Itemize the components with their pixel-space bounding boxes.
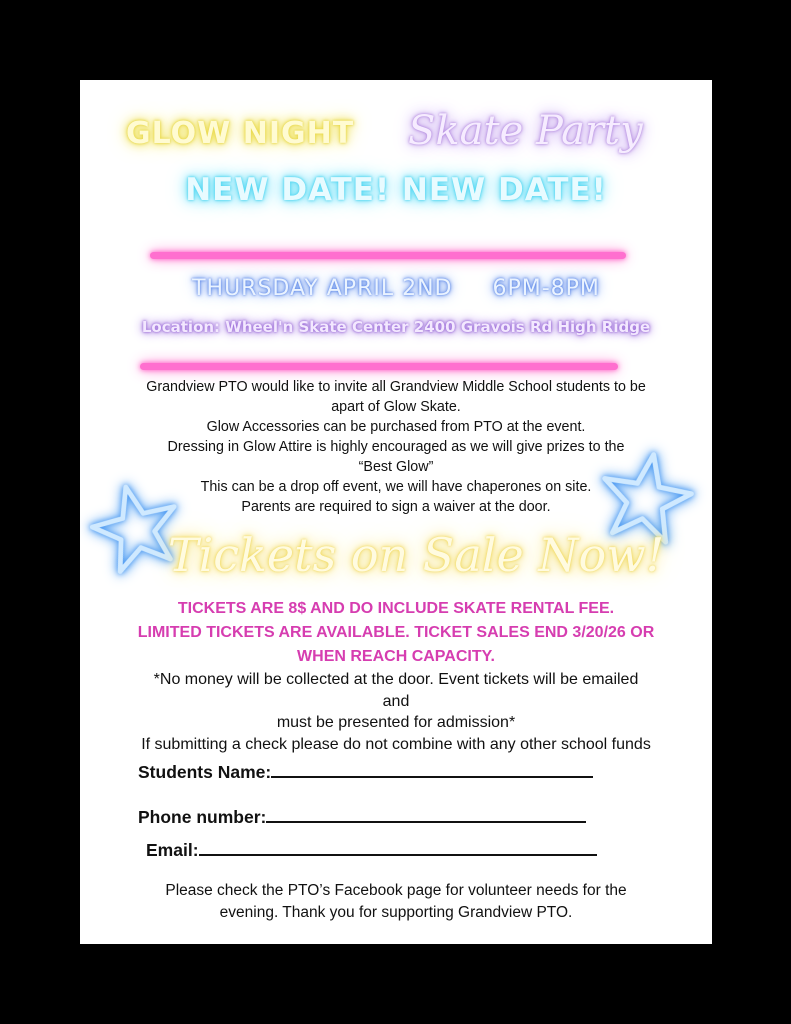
title [80, 108, 712, 168]
email-field[interactable] [146, 838, 597, 861]
intro-line: Glow Accessories can be purchased from PTO at the event. [206, 419, 586, 435]
phone-number-field[interactable] [138, 805, 586, 828]
intro-line: Parents are required to sign a waiver at the door. [241, 499, 551, 515]
intro-line: Grandview PTO would like to invite all Grandview Middle School students to be [146, 379, 646, 395]
phone-number-blank[interactable] [266, 805, 586, 823]
email-blank[interactable] [199, 838, 597, 856]
intro-line: apart of Glow Skate. [331, 399, 461, 415]
payment-notice [80, 669, 712, 755]
neon-divider-bottom [140, 363, 618, 370]
phone-number-label: Phone number: [138, 807, 267, 827]
notice-line: must be presented for admission* [276, 714, 516, 731]
intro-line: Dressing in Glow Attire is highly encouraged as we will give prizes to the [167, 439, 625, 455]
notice-line: and [382, 692, 410, 710]
student-name-blank[interactable] [271, 760, 593, 778]
event-location: Location: Wheel'n Skate Center 2400 Gravois Rd High Ridge [141, 318, 651, 336]
title-glow-night: GLOW NIGHT [126, 116, 355, 151]
new-date-banner: NEW DATE! NEW DATE! [185, 172, 607, 208]
event-date-time: THURSDAY APRIL 2ND 6PM-8PM [192, 276, 600, 301]
intro-line: This can be a drop off event, we will have chaperones on site. [200, 479, 592, 495]
footer-line: Please check the PTO’s Facebook page for volunteer needs for the [165, 882, 627, 899]
title-skate-party: Skate Party [408, 108, 643, 154]
student-name-label: Students Name: [138, 762, 272, 782]
ticket-line: TICKETS ARE 8$ AND DO INCLUDE SKATE RENTAL FEE. [177, 600, 615, 617]
footer-note [80, 880, 712, 924]
neon-divider-top [150, 252, 626, 259]
intro-line: “Best Glow” [358, 459, 434, 475]
tickets-heading: Tickets on Sale Now! [167, 528, 665, 582]
ticket-info [80, 597, 712, 669]
notice-line: *No money will be collected at the door. Event tickets will be emailed [153, 671, 639, 688]
email-label: Email: [146, 840, 199, 860]
student-name-field[interactable] [138, 760, 593, 783]
ticket-line: WHEN REACH CAPACITY. [297, 648, 495, 665]
notice-line: If submitting a check please do not combine with any other school funds [141, 735, 651, 753]
ticket-line: LIMITED TICKETS ARE AVAILABLE. TICKET SALES END 3/20/26 OR [137, 624, 655, 641]
flyer-page [80, 80, 712, 944]
footer-line: evening. Thank you for supporting Grandview PTO. [219, 904, 573, 921]
